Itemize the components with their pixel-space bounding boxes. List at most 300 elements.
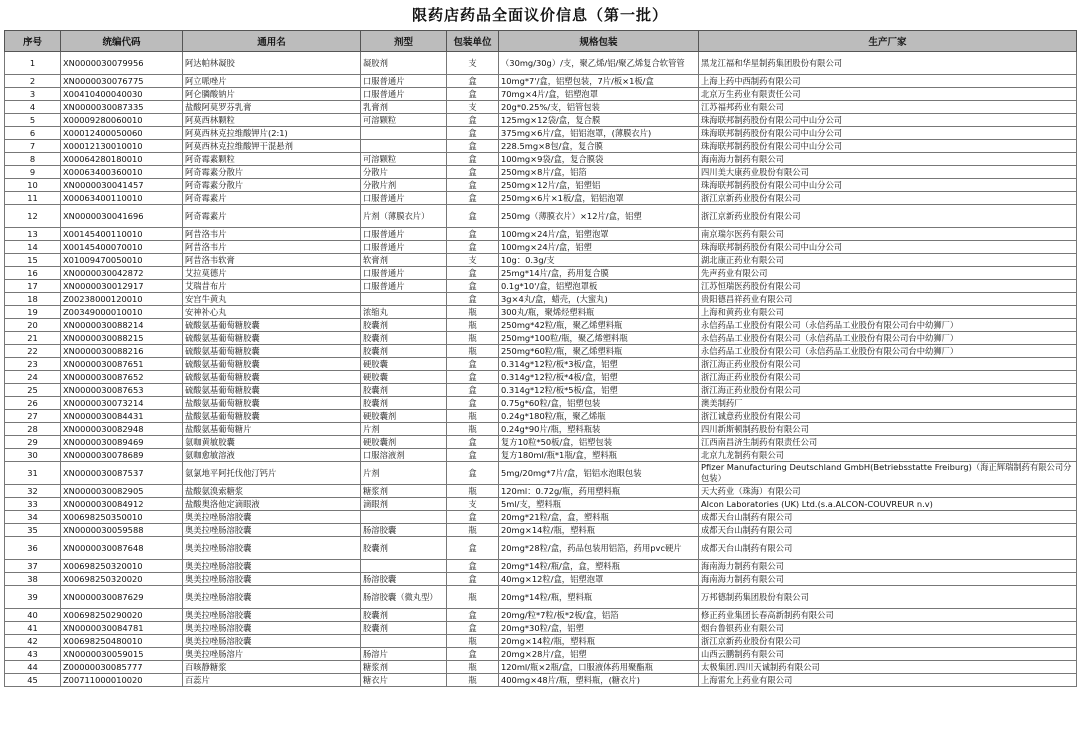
cell-unit: 盒 <box>447 462 499 485</box>
table-row <box>5 75 1077 88</box>
cell-maker: 烟台鲁银药业有限公司 <box>699 622 1077 635</box>
cell-no: 10 <box>5 179 61 192</box>
cell-maker: 南京瑞尔医药有限公司 <box>699 228 1077 241</box>
cell-code: XN0000030042872 <box>61 267 183 280</box>
cell-name: 氨咖愈敏溶液 <box>183 449 361 462</box>
cell-code: XN0000030084781 <box>61 622 183 635</box>
cell-code: XN0000030041457 <box>61 179 183 192</box>
table-row <box>5 384 1077 397</box>
cell-unit: 盒 <box>447 371 499 384</box>
cell-form: 硬胶囊剂 <box>361 436 447 449</box>
cell-unit: 盒 <box>447 648 499 661</box>
cell-unit: 盒 <box>447 280 499 293</box>
cell-code: X00064280180010 <box>61 153 183 166</box>
cell-spec: 复方180ml/瓶*1瓶/盒，塑料瓶 <box>499 449 699 462</box>
cell-no: 3 <box>5 88 61 101</box>
cell-no: 28 <box>5 423 61 436</box>
cell-form: 可溶颗粒 <box>361 114 447 127</box>
cell-spec: 3g×4丸/盒，蜡壳，(大蜜丸) <box>499 293 699 306</box>
cell-unit: 盒 <box>447 622 499 635</box>
cell-unit: 支 <box>447 254 499 267</box>
table-row <box>5 524 1077 537</box>
cell-code: XN0000030012917 <box>61 280 183 293</box>
cell-spec: 20mg×28片/盒，铝塑 <box>499 648 699 661</box>
cell-spec: 100mg×24片/盒，铝塑 <box>499 241 699 254</box>
cell-no: 17 <box>5 280 61 293</box>
cell-name: 盐酸氨溴索糖浆 <box>183 485 361 498</box>
cell-unit: 盒 <box>447 127 499 140</box>
table-row <box>5 622 1077 635</box>
cell-spec: 0.24g*180粒/瓶，聚乙烯瓶 <box>499 410 699 423</box>
cell-spec: 5ml/支，塑料瓶 <box>499 498 699 511</box>
cell-unit: 支 <box>447 498 499 511</box>
cell-unit: 盒 <box>447 205 499 228</box>
cell-spec: 120ml：0.72g/瓶，药用塑料瓶 <box>499 485 699 498</box>
cell-unit: 盒 <box>447 560 499 573</box>
cell-code: XN0000030041696 <box>61 205 183 228</box>
cell-maker: 永信药品工业股份有限公司（永信药品工业股份有限公司台中幼狮厂） <box>699 319 1077 332</box>
cell-name: 奥美拉唑肠溶胶囊 <box>183 573 361 586</box>
cell-no: 16 <box>5 267 61 280</box>
cell-unit: 瓶 <box>447 345 499 358</box>
cell-maker: 珠海联邦制药股份有限公司中山分公司 <box>699 179 1077 192</box>
cell-no: 42 <box>5 635 61 648</box>
cell-form: 糖浆剂 <box>361 485 447 498</box>
cell-spec: 0.314g*12粒/板*3板/盒，铝塑 <box>499 358 699 371</box>
cell-unit: 盒 <box>447 153 499 166</box>
cell-spec: 120ml/瓶×2瓶/盒，口服液体药用聚酯瓶 <box>499 661 699 674</box>
cell-name: 艾拉莫德片 <box>183 267 361 280</box>
cell-no: 25 <box>5 384 61 397</box>
cell-spec: 70mg×4片/盒，铝塑泡罩 <box>499 88 699 101</box>
table-row <box>5 462 1077 485</box>
cell-name: 盐酸阿莫罗芬乳膏 <box>183 101 361 114</box>
cell-maker: Alcon Laboratories (UK) Ltd.(s.a.ALCON-COUVREUR n.v) <box>699 498 1077 511</box>
cell-code: Z00238000120010 <box>61 293 183 306</box>
cell-no: 20 <box>5 319 61 332</box>
cell-name: 奥美拉唑肠溶胶囊 <box>183 609 361 622</box>
cell-no: 18 <box>5 293 61 306</box>
cell-form: 肠溶胶囊 <box>361 524 447 537</box>
cell-maker: 黑龙江福和华星制药集团股份有限公司 <box>699 52 1077 75</box>
cell-spec: 0.24g*90片/瓶，塑料瓶装 <box>499 423 699 436</box>
cell-maker: 浙江京新药业股份有限公司 <box>699 205 1077 228</box>
cell-no: 38 <box>5 573 61 586</box>
cell-code: XN0000030088216 <box>61 345 183 358</box>
cell-spec: 0.314g*12粒/板*5板/盒，铝塑 <box>499 384 699 397</box>
cell-form: 糖浆剂 <box>361 661 447 674</box>
cell-maker: 成都天台山制药有限公司 <box>699 511 1077 524</box>
cell-spec: 40mg×12粒/盒，铝塑泡罩 <box>499 573 699 586</box>
table-row <box>5 306 1077 319</box>
cell-name: 阿昔洛韦片 <box>183 241 361 254</box>
cell-spec: 250mg×6片×1板/盒，铝铝泡罩 <box>499 192 699 205</box>
cell-form: 胶囊剂 <box>361 397 447 410</box>
price-table <box>4 30 1077 687</box>
table-row <box>5 371 1077 384</box>
cell-code: X00145400110010 <box>61 228 183 241</box>
table-row <box>5 560 1077 573</box>
cell-unit: 盒 <box>447 267 499 280</box>
table-row <box>5 140 1077 153</box>
cell-unit: 瓶 <box>447 586 499 609</box>
cell-unit: 盒 <box>447 293 499 306</box>
table-row <box>5 423 1077 436</box>
cell-unit: 盒 <box>447 241 499 254</box>
table-row <box>5 674 1077 687</box>
cell-form: 口服普通片 <box>361 88 447 101</box>
cell-no: 5 <box>5 114 61 127</box>
cell-code: X00698250350010 <box>61 511 183 524</box>
cell-code: X00145400070010 <box>61 241 183 254</box>
cell-code: XN0000030084912 <box>61 498 183 511</box>
cell-code: XN0000030087652 <box>61 371 183 384</box>
cell-spec: 250mg×8片/盒，铝箔 <box>499 166 699 179</box>
cell-unit: 盒 <box>447 449 499 462</box>
table-row <box>5 648 1077 661</box>
table-row <box>5 267 1077 280</box>
cell-maker: 山西云鹏制药有限公司 <box>699 648 1077 661</box>
table-row <box>5 101 1077 114</box>
cell-name: 奥美拉唑肠溶胶囊 <box>183 622 361 635</box>
cell-code: XN0000030059588 <box>61 524 183 537</box>
cell-no: 37 <box>5 560 61 573</box>
table-row <box>5 166 1077 179</box>
cell-maker: 上海上药中西制药有限公司 <box>699 75 1077 88</box>
cell-name: 阿立哌唑片 <box>183 75 361 88</box>
cell-form: 胶囊剂 <box>361 332 447 345</box>
cell-name: 阿奇霉素分散片 <box>183 179 361 192</box>
cell-unit: 盒 <box>447 114 499 127</box>
cell-code: X00009280060010 <box>61 114 183 127</box>
cell-maker: 浙江海正药业股份有限公司 <box>699 371 1077 384</box>
cell-maker: 浙江京新药业股份有限公司 <box>699 192 1077 205</box>
table-row <box>5 280 1077 293</box>
cell-spec: 250mg*42粒/瓶，聚乙烯塑料瓶 <box>499 319 699 332</box>
cell-maker: 成都天台山制药有限公司 <box>699 537 1077 560</box>
cell-no: 33 <box>5 498 61 511</box>
cell-no: 31 <box>5 462 61 485</box>
cell-form: 乳膏剂 <box>361 101 447 114</box>
cell-form: 肠溶胶囊 <box>361 573 447 586</box>
cell-spec: 125mg×12袋/盒，复合膜 <box>499 114 699 127</box>
cell-spec: 25mg*14片/盒，药用复合膜 <box>499 267 699 280</box>
table-row <box>5 228 1077 241</box>
cell-code: XN0000030076775 <box>61 75 183 88</box>
cell-maker: 珠海联邦制药股份有限公司中山分公司 <box>699 127 1077 140</box>
cell-spec: 0.314g*12粒/板*4板/盒，铝塑 <box>499 371 699 384</box>
cell-form: 胶囊剂 <box>361 537 447 560</box>
cell-code: XN0000030087651 <box>61 358 183 371</box>
cell-form: 肠溶片 <box>361 648 447 661</box>
cell-unit: 盒 <box>447 179 499 192</box>
cell-form: 浓缩丸 <box>361 306 447 319</box>
cell-unit: 盒 <box>447 384 499 397</box>
table-row <box>5 88 1077 101</box>
table-row <box>5 179 1077 192</box>
cell-name: 硫酸氨基葡萄糖胶囊 <box>183 358 361 371</box>
cell-form <box>361 293 447 306</box>
cell-spec: 20mg*14粒/瓶/盒，盒，塑料瓶 <box>499 560 699 573</box>
cell-no: 24 <box>5 371 61 384</box>
cell-unit: 支 <box>447 52 499 75</box>
cell-code: XN0000030087537 <box>61 462 183 485</box>
cell-no: 39 <box>5 586 61 609</box>
cell-maker: 江苏恒瑞医药股份有限公司 <box>699 280 1077 293</box>
cell-code: X00698250290020 <box>61 609 183 622</box>
table-row <box>5 52 1077 75</box>
cell-name: 硫酸氨基葡萄糖胶囊 <box>183 384 361 397</box>
cell-name: 阿奇霉素颗粒 <box>183 153 361 166</box>
cell-spec: 20g*0.25%/支，铝管包装 <box>499 101 699 114</box>
table-row <box>5 293 1077 306</box>
cell-code: X00063400360010 <box>61 166 183 179</box>
cell-unit: 盒 <box>447 511 499 524</box>
cell-name: 奥美拉唑肠溶胶囊 <box>183 524 361 537</box>
cell-spec: 10mg*7'/盒，铝塑包装，7片/板×1板/盒 <box>499 75 699 88</box>
cell-form: 口服普通片 <box>361 192 447 205</box>
cell-maker: 永信药品工业股份有限公司（永信药品工业股份有限公司台中幼狮厂） <box>699 345 1077 358</box>
cell-code: Z00711000010020 <box>61 674 183 687</box>
table-row <box>5 449 1077 462</box>
cell-name: 硫酸氨基葡萄糖胶囊 <box>183 332 361 345</box>
cell-unit: 瓶 <box>447 485 499 498</box>
cell-name: 盐酸氨基葡萄糖胶囊 <box>183 410 361 423</box>
cell-unit: 支 <box>447 101 499 114</box>
cell-code: XN0000030088214 <box>61 319 183 332</box>
cell-maker: 修正药业集团长春高新制药有限公司 <box>699 609 1077 622</box>
cell-no: 8 <box>5 153 61 166</box>
cell-no: 23 <box>5 358 61 371</box>
cell-maker: 海南海力制药有限公司 <box>699 560 1077 573</box>
cell-unit: 盒 <box>447 573 499 586</box>
cell-unit: 瓶 <box>447 524 499 537</box>
cell-code: XN0000030087629 <box>61 586 183 609</box>
cell-spec: （30mg/30g）/支，聚乙烯/铝/聚乙烯复合软管管 <box>499 52 699 75</box>
cell-name: 百蕊片 <box>183 674 361 687</box>
table-row <box>5 573 1077 586</box>
table-row <box>5 635 1077 648</box>
table-row <box>5 114 1077 127</box>
cell-spec: 20mg×14粒/瓶，塑料瓶 <box>499 635 699 648</box>
cell-unit: 瓶 <box>447 410 499 423</box>
cell-code: XN0000030059015 <box>61 648 183 661</box>
cell-form: 片剂 <box>361 423 447 436</box>
cell-unit: 盒 <box>447 228 499 241</box>
cell-unit: 盒 <box>447 140 499 153</box>
header-spec: 规格包装 <box>499 31 699 52</box>
cell-spec: 300丸/瓶，聚烯烃塑料瓶 <box>499 306 699 319</box>
cell-code: XN0000030078689 <box>61 449 183 462</box>
cell-no: 40 <box>5 609 61 622</box>
cell-unit: 瓶 <box>447 661 499 674</box>
cell-maker: 先声药业有限公司 <box>699 267 1077 280</box>
table-row <box>5 410 1077 423</box>
cell-spec: 20mg*28粒/盒，药品包装用铝箔，药用pvc硬片 <box>499 537 699 560</box>
cell-no: 32 <box>5 485 61 498</box>
cell-unit: 盒 <box>447 192 499 205</box>
cell-spec: 20mg*14粒/瓶，塑料瓶 <box>499 586 699 609</box>
cell-maker: 珠海联邦制药股份有限公司中山分公司 <box>699 114 1077 127</box>
cell-form: 糖衣片 <box>361 674 447 687</box>
header-no: 序号 <box>5 31 61 52</box>
cell-maker: 北京九龙制药有限公司 <box>699 449 1077 462</box>
cell-maker: 海南海力制药有限公司 <box>699 153 1077 166</box>
cell-spec: 5mg/20mg*7片/盒，铝铝水泡眼包装 <box>499 462 699 485</box>
cell-unit: 盒 <box>447 166 499 179</box>
cell-no: 13 <box>5 228 61 241</box>
cell-name: 奥美拉唑肠溶胶囊 <box>183 586 361 609</box>
cell-maker: 上海雷允上药业有限公司 <box>699 674 1077 687</box>
cell-no: 36 <box>5 537 61 560</box>
cell-code: Z00349000010010 <box>61 306 183 319</box>
cell-code: XN0000030082905 <box>61 485 183 498</box>
cell-maker: 浙江海正药业股份有限公司 <box>699 358 1077 371</box>
cell-code: X00410400040030 <box>61 88 183 101</box>
cell-spec: 100mg×9袋/盒，复合膜袋 <box>499 153 699 166</box>
cell-form: 硬胶囊 <box>361 371 447 384</box>
cell-code: XN0000030088215 <box>61 332 183 345</box>
cell-unit: 盒 <box>447 436 499 449</box>
cell-form: 分散片 <box>361 166 447 179</box>
cell-name: 硫酸氨基葡萄糖胶囊 <box>183 319 361 332</box>
cell-form: 胶囊剂 <box>361 319 447 332</box>
cell-name: 盐酸氨基葡萄糖片 <box>183 423 361 436</box>
table-row <box>5 241 1077 254</box>
cell-no: 29 <box>5 436 61 449</box>
cell-name: 奥美拉唑肠溶片 <box>183 648 361 661</box>
cell-code: X00698250320020 <box>61 573 183 586</box>
cell-name: 硫酸氨基葡萄糖胶囊 <box>183 371 361 384</box>
cell-unit: 瓶 <box>447 332 499 345</box>
cell-form: 口服普通片 <box>361 228 447 241</box>
cell-form: 口服普通片 <box>361 280 447 293</box>
table-row <box>5 485 1077 498</box>
cell-form: 硬胶囊 <box>361 358 447 371</box>
table-row <box>5 254 1077 267</box>
table-row <box>5 205 1077 228</box>
cell-form <box>361 511 447 524</box>
cell-spec: 0.75g*60粒/盒，铝塑包装 <box>499 397 699 410</box>
table-row <box>5 358 1077 371</box>
cell-spec: 20mg×14粒/瓶，塑料瓶 <box>499 524 699 537</box>
cell-unit: 盒 <box>447 88 499 101</box>
cell-code: XN0000030087648 <box>61 537 183 560</box>
cell-form: 片剂 <box>361 462 447 485</box>
cell-maker: 太极集团.四川天诚制药有限公司 <box>699 661 1077 674</box>
cell-maker: 珠海联邦制药股份有限公司中山分公司 <box>699 140 1077 153</box>
cell-name: 硫酸氨基葡萄糖胶囊 <box>183 345 361 358</box>
cell-form: 胶囊剂 <box>361 622 447 635</box>
cell-spec: 250mg*100粒/瓶，聚乙烯塑料瓶 <box>499 332 699 345</box>
cell-name: 阿奇霉素片 <box>183 205 361 228</box>
header-maker: 生产厂家 <box>699 31 1077 52</box>
cell-unit: 盒 <box>447 75 499 88</box>
cell-code: XN0000030073214 <box>61 397 183 410</box>
cell-maker: Pfizer Manufacturing Deutschland GmbH(Betriebsstatte Freiburg)（海正辉瑞制药有限公司分包装） <box>699 462 1077 485</box>
table-row <box>5 436 1077 449</box>
cell-name: 阿奇霉素分散片 <box>183 166 361 179</box>
cell-form: 口服普通片 <box>361 267 447 280</box>
cell-code: X00063400110010 <box>61 192 183 205</box>
cell-no: 19 <box>5 306 61 319</box>
cell-spec: 250mg（薄膜衣片）×12片/盒，铝塑 <box>499 205 699 228</box>
cell-form <box>361 127 447 140</box>
cell-code: XN0000030087335 <box>61 101 183 114</box>
cell-maker: 四川新斯顿制药股份有限公司 <box>699 423 1077 436</box>
cell-unit: 瓶 <box>447 319 499 332</box>
cell-code: X01009470050010 <box>61 254 183 267</box>
cell-maker: 江西南昌济生制药有限责任公司 <box>699 436 1077 449</box>
table-row <box>5 586 1077 609</box>
cell-no: 11 <box>5 192 61 205</box>
cell-name: 奥美拉唑肠溶胶囊 <box>183 560 361 573</box>
cell-maker: 湖北康正药业有限公司 <box>699 254 1077 267</box>
cell-spec: 0.1g*10'/盒，铝塑泡罩板 <box>499 280 699 293</box>
cell-name: 阿昔洛韦软膏 <box>183 254 361 267</box>
cell-maker: 海南海力制药有限公司 <box>699 573 1077 586</box>
cell-no: 1 <box>5 52 61 75</box>
cell-name: 盐酸奥洛他定滴眼液 <box>183 498 361 511</box>
cell-form: 软膏剂 <box>361 254 447 267</box>
table-row <box>5 192 1077 205</box>
cell-no: 45 <box>5 674 61 687</box>
table-row <box>5 537 1077 560</box>
cell-spec: 250mg*60粒/瓶，聚乙烯塑料瓶 <box>499 345 699 358</box>
header-code: 统编代码 <box>61 31 183 52</box>
cell-form: 凝胶剂 <box>361 52 447 75</box>
cell-form: 口服溶液剂 <box>361 449 447 462</box>
cell-form: 胶囊剂 <box>361 345 447 358</box>
cell-maker: 江苏福邦药业有限公司 <box>699 101 1077 114</box>
cell-name: 安神补心丸 <box>183 306 361 319</box>
cell-code: X00698250320010 <box>61 560 183 573</box>
cell-maker: 永信药品工业股份有限公司（永信药品工业股份有限公司台中幼狮厂） <box>699 332 1077 345</box>
cell-unit: 瓶 <box>447 423 499 436</box>
cell-code: XN0000030084431 <box>61 410 183 423</box>
cell-spec: 100mg×24片/盒，铝塑泡罩 <box>499 228 699 241</box>
cell-code: Z00000030085777 <box>61 661 183 674</box>
cell-no: 27 <box>5 410 61 423</box>
document-title: 限药店药品全面议价信息（第一批） <box>411 6 668 24</box>
cell-no: 4 <box>5 101 61 114</box>
cell-form: 口服普通片 <box>361 75 447 88</box>
cell-no: 26 <box>5 397 61 410</box>
cell-code: XN0000030082948 <box>61 423 183 436</box>
cell-unit: 盒 <box>447 358 499 371</box>
cell-form <box>361 635 447 648</box>
cell-name: 氨咖黄敏胶囊 <box>183 436 361 449</box>
cell-maker: 四川美大康药业股份有限公司 <box>699 166 1077 179</box>
cell-form: 口服普通片 <box>361 241 447 254</box>
cell-spec: 20mg*30粒/盒，铝塑 <box>499 622 699 635</box>
cell-maker: 北京万生药业有限责任公司 <box>699 88 1077 101</box>
header-name: 通用名 <box>183 31 361 52</box>
cell-form: 滴眼剂 <box>361 498 447 511</box>
cell-maker: 上海和黄药业有限公司 <box>699 306 1077 319</box>
cell-spec: 228.5mg×8包/盒，复合膜 <box>499 140 699 153</box>
cell-maker: 成都天台山制药有限公司 <box>699 524 1077 537</box>
cell-code: X00012130010010 <box>61 140 183 153</box>
cell-no: 12 <box>5 205 61 228</box>
cell-name: 盐酸氨基葡萄糖胶囊 <box>183 397 361 410</box>
cell-no: 22 <box>5 345 61 358</box>
header-unit: 包装单位 <box>447 31 499 52</box>
cell-no: 43 <box>5 648 61 661</box>
cell-name: 百咳静糖浆 <box>183 661 361 674</box>
cell-maker: 天大药业（珠海）有限公司 <box>699 485 1077 498</box>
cell-name: 安宫牛黄丸 <box>183 293 361 306</box>
